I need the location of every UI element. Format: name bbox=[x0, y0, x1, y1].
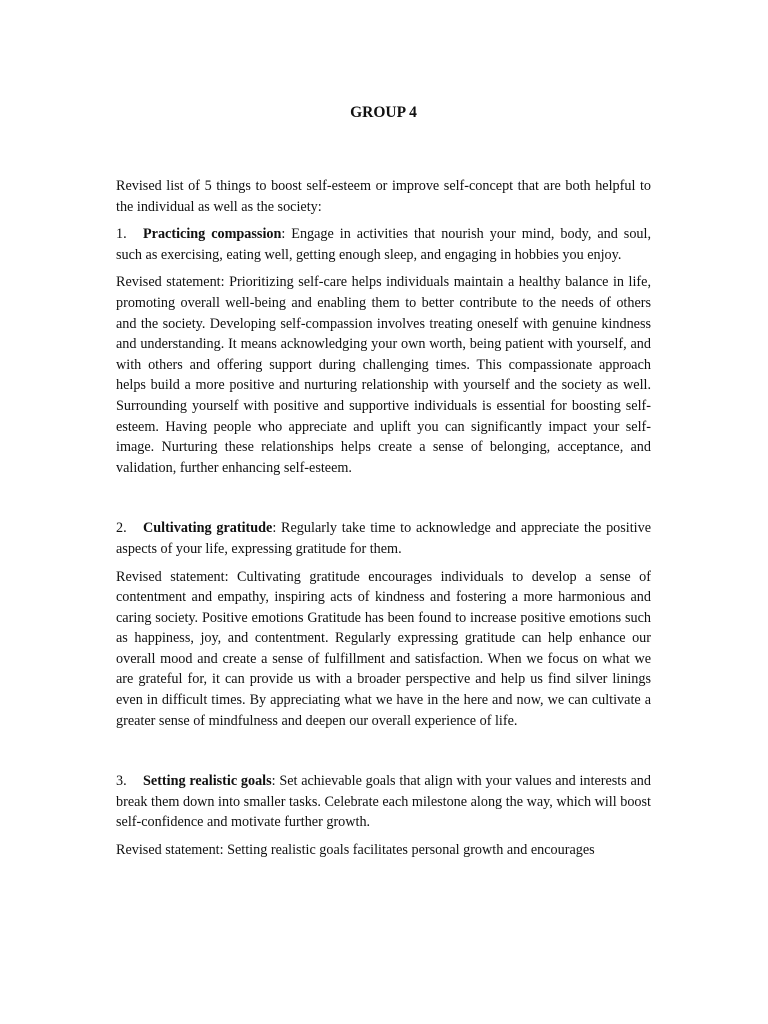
revised-statement: Revised statement: Cultivating gratitude encourages individuals to develop a sense of contentment and empathy, inspiring acts of kindness and fostering a more harmonious and caring society. Positive emotions Gratitude has been found to increase positive emotions such as happiness, joy, and contentment. Regularly expressing gratitude can help enhance our overall mood and create a sense of fulfillment and satisfaction. When we focus on what we are grateful for, it can provide us with a broader perspective and help us find silver linings even in difficult times. By appreciating what we have in the here and now, we can cultivate a greater sense of mindfulness and deepen our overall experience of life. bbox=[116, 568, 651, 729]
item-number: 3. bbox=[116, 773, 127, 790]
list-item-1 bbox=[116, 224, 651, 478]
item-heading: Setting realistic goals bbox=[143, 773, 272, 790]
item-description: : Regularly take time to acknowledge and appreciate the positive aspects of your life, expressing gratitude for them. bbox=[116, 520, 651, 557]
list-item-2 bbox=[116, 518, 651, 731]
intro-paragraph: Revised list of 5 things to boost self-esteem or improve self-concept that are both helpful to the individual as well as the society: bbox=[116, 178, 651, 215]
item-heading-paragraph bbox=[116, 224, 651, 265]
item-number: 2. bbox=[116, 520, 127, 537]
item-heading-paragraph bbox=[116, 518, 651, 559]
spacer bbox=[116, 485, 651, 511]
item-description: : Engage in activities that nourish your mind, body, and soul, such as exercising, eating well, getting enough sleep, and engaging in hobbies you enjoy. bbox=[116, 226, 651, 263]
revised-statement: Revised statement: Setting realistic goals facilitates personal growth and encourages bbox=[116, 842, 595, 859]
item-heading-paragraph bbox=[116, 771, 651, 833]
item-heading: Practicing compassion bbox=[143, 226, 282, 243]
document-page bbox=[116, 100, 651, 868]
spacer bbox=[116, 738, 651, 764]
item-heading: Cultivating gratitude bbox=[143, 520, 273, 537]
revised-statement: Revised statement: Prioritizing self-care helps individuals maintain a healthy balance in life, promoting overall well-being and enabling them to better contribute to the needs of others and the society. Developing self-compassion involves treating oneself with genuine kindness and understanding. It means acknowledging your own worth, being patient with yourself, and with others and offering support during challenging times. This compassionate approach helps build a more positive and nurturing relationship with yourself and the society as well. Surrounding yourself with positive and supportive individuals is essential for boosting self-esteem. Having people who appreciate and uplift you can significantly impact your self-image. Nurturing these relationships helps create a sense of belonging, acceptance, and validation, further enhancing self-esteem. bbox=[116, 274, 651, 476]
document-title: GROUP 4 bbox=[350, 104, 417, 121]
list-item-3 bbox=[116, 771, 651, 860]
item-number: 1. bbox=[116, 226, 127, 243]
item-description: : Set achievable goals that align with your values and interests and break them down into smaller tasks. Celebrate each milestone along the way, which will boost self-confidence and motivate further growth. bbox=[116, 773, 651, 831]
